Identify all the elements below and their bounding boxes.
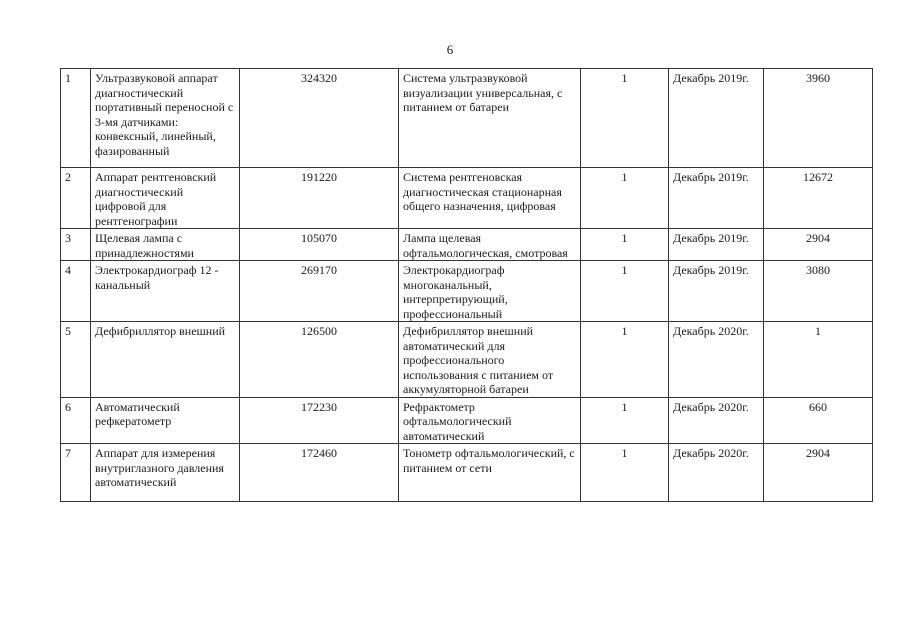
equipment-quantity: 1 — [581, 261, 669, 322]
row-number: 2 — [61, 168, 91, 229]
table-row — [61, 444, 873, 502]
equipment-table — [60, 68, 873, 502]
equipment-code: 172460 — [240, 444, 399, 502]
equipment-date: Декабрь 2020г. — [669, 397, 764, 444]
table-row — [61, 168, 873, 229]
row-number: 3 — [61, 229, 91, 261]
table-row — [61, 397, 873, 444]
equipment-code: 269170 — [240, 261, 399, 322]
equipment-quantity: 1 — [581, 69, 669, 168]
equipment-date: Декабрь 2019г. — [669, 168, 764, 229]
equipment-name: Щелевая лампа с принадлежностями — [91, 229, 240, 261]
equipment-name: Автоматический рефкератометр — [91, 397, 240, 444]
equipment-name: Аппарат рентгеновский диагностический цифровой для рентгенографии — [91, 168, 240, 229]
equipment-sum: 1 — [764, 322, 873, 398]
equipment-quantity: 1 — [581, 397, 669, 444]
equipment-description: Система ультразвуковой визуализации универсальная, с питанием от батареи — [399, 69, 581, 168]
equipment-description: Тонометр офтальмологический, с питанием от сети — [399, 444, 581, 502]
equipment-description: Дефибриллятор внешний автоматический для профессионального использования с питанием от аккумуляторной батареи — [399, 322, 581, 398]
page-number: 6 — [446, 42, 454, 57]
table-row — [61, 229, 873, 261]
equipment-name: Аппарат для измерения внутриглазного давления автоматический — [91, 444, 240, 502]
equipment-name: Дефибриллятор внешний — [91, 322, 240, 398]
equipment-quantity: 1 — [581, 168, 669, 229]
equipment-sum: 3080 — [764, 261, 873, 322]
equipment-date: Декабрь 2020г. — [669, 322, 764, 398]
equipment-code: 126500 — [240, 322, 399, 398]
equipment-description: Рефрактометр офтальмологический автоматический — [399, 397, 581, 444]
equipment-code: 105070 — [240, 229, 399, 261]
equipment-description: Система рентгеновская диагностическая стационарная общего назначения, цифровая — [399, 168, 581, 229]
row-number: 4 — [61, 261, 91, 322]
equipment-sum: 2904 — [764, 444, 873, 502]
equipment-description: Электрокардиограф многоканальный, интерпретирующий, профессиональный — [399, 261, 581, 322]
equipment-date: Декабрь 2019г. — [669, 69, 764, 168]
equipment-quantity: 1 — [581, 444, 669, 502]
equipment-quantity: 1 — [581, 229, 669, 261]
row-number: 1 — [61, 69, 91, 168]
equipment-sum: 3960 — [764, 69, 873, 168]
row-number: 6 — [61, 397, 91, 444]
table-row — [61, 261, 873, 322]
equipment-sum: 2904 — [764, 229, 873, 261]
equipment-name: Ультразвуковой аппарат диагностический портативный переносной с 3-мя датчиками: конвексный, линейный, фазированный — [91, 69, 240, 168]
table-row — [61, 69, 873, 168]
equipment-code: 191220 — [240, 168, 399, 229]
equipment-sum: 660 — [764, 397, 873, 444]
equipment-description: Лампа щелевая офтальмологическая, смотровая — [399, 229, 581, 261]
row-number: 7 — [61, 444, 91, 502]
row-number: 5 — [61, 322, 91, 398]
equipment-name: Электрокардиограф 12 - канальный — [91, 261, 240, 322]
equipment-date: Декабрь 2020г. — [669, 444, 764, 502]
equipment-sum: 12672 — [764, 168, 873, 229]
equipment-date: Декабрь 2019г. — [669, 261, 764, 322]
equipment-code: 172230 — [240, 397, 399, 444]
equipment-quantity: 1 — [581, 322, 669, 398]
equipment-code: 324320 — [240, 69, 399, 168]
table-row — [61, 322, 873, 398]
equipment-date: Декабрь 2019г. — [669, 229, 764, 261]
